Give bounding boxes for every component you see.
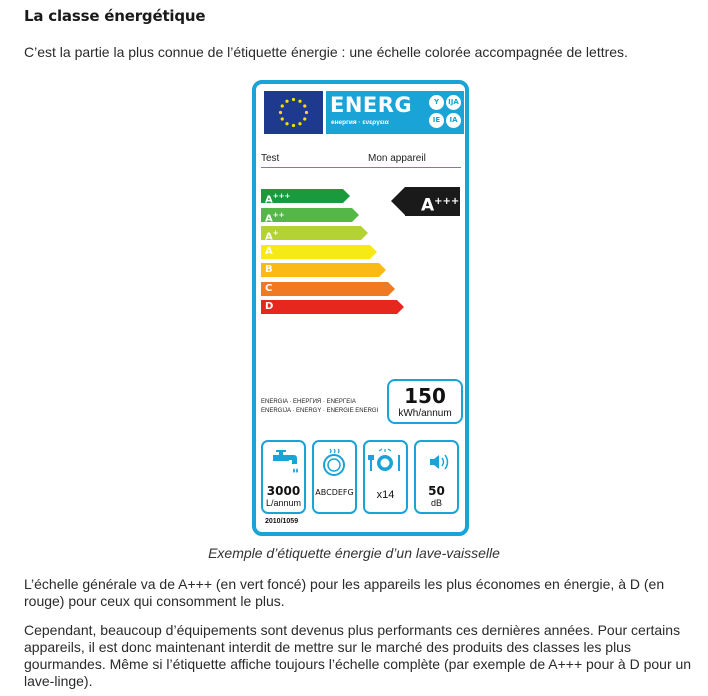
energy-class-bar: [261, 208, 352, 222]
place-settings-value: x14: [376, 489, 395, 501]
consumption-value: 150: [404, 384, 446, 408]
place-settings-icon: [365, 447, 406, 477]
paragraph-restrictions: Cependant, beaucoup d’équipements sont devenus plus performants ces dernières années. Pour certains appareils, il est donc maintenant interdit de mettre sur le marché des produits des classes les plus gourmandes. Même si l’étiquette affiche toujours l’échelle complète (par exemple de A+++ pour à D pour un lave-linge).: [24, 622, 692, 689]
energy-class-plus: +: [272, 229, 279, 237]
regulation-number: 2010/1059: [265, 518, 299, 525]
energy-class-bar: [261, 245, 370, 259]
energy-class-bar: [261, 300, 397, 314]
energy-subtitle: енергия · ενεργεια: [331, 119, 389, 126]
energy-class-letter: A: [265, 212, 273, 224]
drying-scale: ABCDEFG: [315, 488, 354, 497]
energy-class-letter: A: [265, 194, 273, 206]
water-unit: L/annum: [265, 498, 302, 508]
model-name: Mon appareil: [368, 153, 426, 164]
figure-caption: Exemple d’étiquette énergie d’un lave-vaisselle: [208, 545, 500, 561]
speaker-icon: [416, 447, 457, 477]
energy-class-bar: [261, 282, 388, 296]
paragraph-scale: L’échelle générale va de A+++ (en vert foncé) pour les appareils les plus économes en énergie, à D (en rouge) pour ceux qui consomment le plus.: [24, 576, 665, 609]
supplier-name: Test: [261, 153, 280, 164]
eu-star: [281, 104, 284, 107]
language-badge: IA: [446, 113, 461, 128]
eu-star: [303, 104, 306, 107]
eu-star: [298, 100, 301, 103]
rating-arrow: [405, 187, 460, 216]
eu-star: [285, 122, 288, 125]
section-heading: La classe énergétique: [24, 7, 206, 25]
eu-star: [303, 117, 306, 120]
energy-class-letter: A: [265, 245, 273, 257]
rating-letter: A: [421, 195, 435, 216]
eu-star: [305, 111, 308, 114]
consumption-unit: kWh/annum: [398, 408, 452, 419]
energy-class-bar: [261, 263, 379, 277]
language-badge: IJA: [446, 95, 461, 110]
energy-word: ENERG: [330, 93, 413, 117]
eu-star: [292, 98, 295, 101]
language-badge: IE: [429, 113, 444, 128]
energy-class-letter: C: [265, 282, 273, 294]
label-header: [264, 91, 464, 134]
faucet-icon: [263, 447, 304, 477]
eu-star: [285, 100, 288, 103]
rating-plus: +++: [434, 196, 460, 207]
eu-star: [281, 117, 284, 120]
eu-flag-icon: [264, 91, 323, 134]
place-settings-box: [363, 440, 408, 514]
energy-class-plus: ++: [272, 210, 285, 219]
energy-class-letter: B: [265, 264, 273, 275]
energy-class-letter: D: [265, 301, 274, 312]
water-consumption-box: [261, 440, 306, 514]
eu-star: [298, 122, 301, 125]
annual-consumption-box: [387, 379, 463, 424]
energy-banner: [326, 91, 464, 134]
eu-star: [279, 111, 282, 114]
energy-legal-text: ENERGIA · ЕНЕРГИЯ · ΕΝΕΡΓΕΙΑ ENERGIJA · ENERGY · ENERGIE ENERGI: [261, 399, 379, 414]
noise-unit: dB: [430, 498, 442, 508]
energy-class-plus: +++: [272, 192, 291, 200]
plate-drying-icon: [314, 447, 355, 477]
intro-paragraph: C’est la partie la plus connue de l’étiquette énergie : une échelle colorée accompagnée de lettres.: [24, 44, 628, 60]
noise-value: 50: [428, 484, 445, 498]
drying-class-box: [312, 440, 357, 514]
eu-star: [292, 124, 295, 127]
energy-class-bar: [261, 189, 343, 206]
energy-class-letter: A: [265, 231, 273, 243]
energy-class-bar: [261, 226, 361, 243]
energy-label-image: [252, 80, 469, 536]
header-rule: [261, 167, 461, 168]
noise-box: [414, 440, 459, 514]
language-badge: Y: [429, 95, 444, 110]
water-value: 3000: [266, 484, 301, 498]
